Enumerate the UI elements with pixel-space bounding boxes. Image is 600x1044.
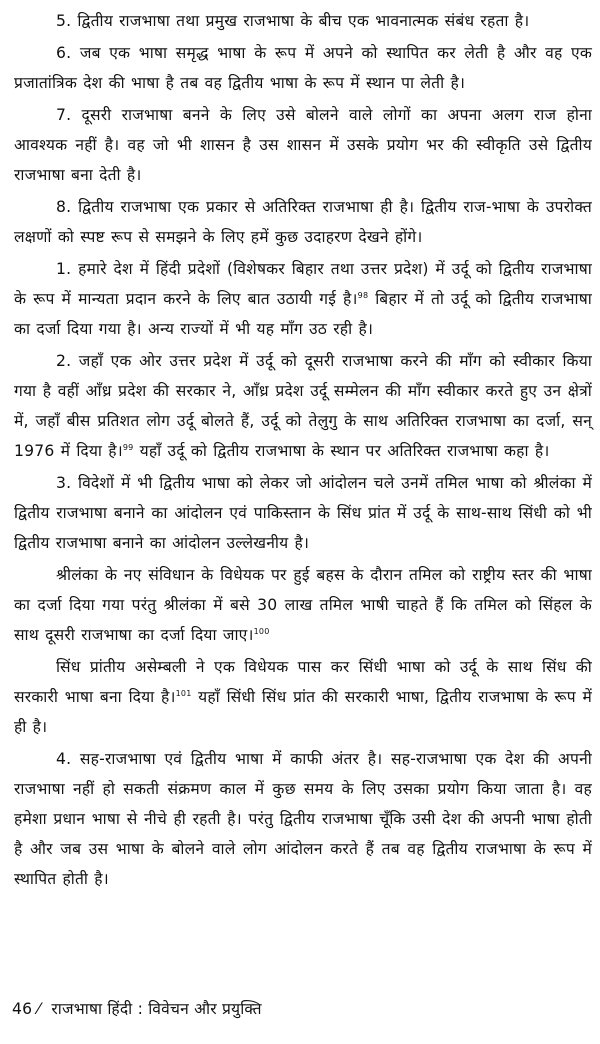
paragraph-text: 2. जहाँ एक ओर उत्तर प्रदेश में उर्दू को दूसरी राजभाषा करने की माँग को स्वीकार किया गया है वहीं आँध्र प्रदेश की सरकार ने, आँध्र प्रदेश उर्दू सम्मेलन की माँग स्वीकार करते हुए उन क्षेत्रों में, जहाँ बीस प्रतिशत लोग उर्दू बोलते हैं, उर्दू को तेलुगु के साथ अतिरिक्त राजभाषा का दर्जा, सन् 1976 में दिया है।	[14, 352, 592, 460]
paragraph-point-8	[14, 192, 592, 252]
page-body	[14, 6, 592, 896]
paragraph-text: 4. सह-राजभाषा एवं द्वितीय भाषा में काफी अंतर है। सह-राजभाषा एक देश की अपनी राजभाषा नहीं हो सकती संक्रमण काल में कुछ समय के लिए उसका प्रयोग किया जाता है। वह हमेशा प्रधान भाषा से नीचे ही रहती है। परंतु द्वितीय राजभाषा चूँकि उसी देश की अपनी भाषा होती है और जब उस भाषा के बोलने वाले लोग आंदोलन करते हैं तब वह द्वितीय राजभाषा के रूप में स्थापित होती है।	[14, 750, 592, 888]
footnote-marker: 99	[122, 442, 134, 452]
paragraph-text-continued: बिहार में तो उर्दू को द्वितीय राजभाषा का दर्जा दिया गया है। अन्य राज्यों में भी यह माँग उठ रही है।	[14, 290, 592, 338]
paragraph-point-4	[14, 744, 592, 894]
page-number: 46 ⁄	[12, 1000, 41, 1018]
paragraph-text-continued: यहाँ सिंधी सिंध प्रांत की सरकारी भाषा, द्वितीय राजभाषा के रूप में ही है।	[14, 688, 592, 736]
paragraph-text: 8. द्वितीय राजभाषा एक प्रकार से अतिरिक्त राजभाषा ही है। द्वितीय राज-भाषा के उपरोक्त लक्षणों को स्पष्ट रूप से समझने के लिए हमें कुछ उदाहरण देखने होंगे।	[14, 198, 592, 246]
paragraph-example-1	[14, 254, 592, 344]
paragraph-text: श्रीलंका के नए संविधान के विधेयक पर हुई बहस के दौरान तमिल को राष्ट्रीय स्तर की भाषा का दर्जा दिया गया परंतु श्रीलंका में बसे 30 लाख तमिल भाषी चाहते हैं कि तमिल को सिंहल के साथ दूसरी राजभाषा का दर्जा दिया जाए।	[14, 566, 592, 644]
paragraph-text-continued: यहाँ उर्दू को द्वितीय राजभाषा के स्थान पर अतिरिक्त राजभाषा कहा है।	[133, 442, 550, 460]
footnote-marker: 98	[357, 290, 369, 300]
paragraph-point-5	[14, 6, 592, 36]
paragraph-text: 1. हमारे देश में हिंदी प्रदेशों (विशेषकर बिहार तथा उत्तर प्रदेश) में उर्दू को द्वितीय राजभाषा के रूप में मान्यता प्रदान करने के लिए बात उठायी गई है।	[14, 260, 592, 308]
paragraph-point-7	[14, 100, 592, 190]
paragraph-example-3	[14, 468, 592, 558]
paragraph-text: 7. दूसरी राजभाषा बनने के लिए उसे बोलने वाले लोगों का अपना अलग राज होना आवश्यक नहीं है। वह जो भी शासन है उस शासन में उसके प्रयोग भर की स्वीकृति उसे द्वितीय राजभाषा बना देती है।	[14, 106, 592, 184]
paragraph-point-6	[14, 38, 592, 98]
paragraph-srilanka	[14, 560, 592, 650]
paragraph-text: 5. द्वितीय राजभाषा तथा प्रमुख राजभाषा के बीच एक भावनात्मक संबंध रहता है।	[56, 12, 530, 30]
book-title: राजभाषा हिंदी : विवेचन और प्रयुक्ति	[51, 1000, 262, 1018]
paragraph-sindh	[14, 652, 592, 742]
paragraph-text: 3. विदेशों में भी द्वितीय भाषा को लेकर जो आंदोलन चले उनमें तमिल भाषा को श्रीलंका में द्वितीय राजभाषा बनाने का आंदोलन एवं पाकिस्तान के सिंध प्रांत में उर्दू के साथ-साथ सिंधी को भी द्वितीय राजभाषा बनाने का आंदोलन उल्लेखनीय है।	[14, 474, 592, 552]
paragraph-example-2	[14, 346, 592, 466]
footnote-marker: 101	[175, 688, 192, 698]
paragraph-text: सिंध प्रांतीय असेम्बली ने एक विधेयक पास कर सिंधी भाषा को उर्दू के साथ सिंध की सरकारी भाषा बना दिया है।	[14, 658, 592, 706]
paragraph-text: 6. जब एक भाषा समृद्ध भाषा के रूप में अपने को स्थापित कर लेती है और वह एक प्रजातांत्रिक देश की भाषा है तब वह द्वितीय भाषा के रूप में स्थान पा लेती है।	[14, 44, 592, 92]
footnote-marker: 100	[253, 626, 270, 636]
page-footer	[12, 996, 262, 1022]
